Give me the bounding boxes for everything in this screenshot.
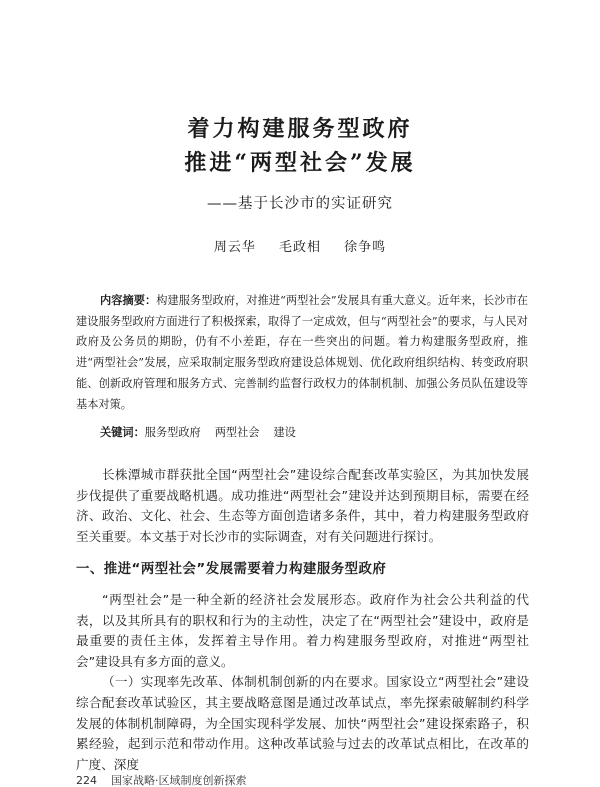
author-list bbox=[0, 236, 600, 255]
author-name: 徐争鸣 bbox=[344, 240, 387, 255]
abstract-label: 内容摘要： bbox=[100, 294, 157, 307]
article-title bbox=[0, 112, 600, 180]
title-line-1: 着力构建服务型政府 bbox=[187, 116, 413, 142]
page-number: 224 bbox=[76, 774, 97, 787]
abstract-text: 构建服务型政府，对推进“两型社会”发展具有重大意义。近年来，长沙市在建设服务型政府方面进行了积极探索，取得了一定成效，但与“两型社会”的要求，与人民对政府及公务员的期盼，仍有不小差距，存在一些突出的问题。着力构建服务型政府，推进“两型社会”发展，应采取制定服务型政府建设总体规划、优化政府组织结构、转变政府职能、创新政府管理和服务方式、完善制约监督行政权力的体制机制、加强公务员队伍建设等基本对策。 bbox=[76, 294, 528, 411]
keyword: 建设 bbox=[273, 426, 296, 439]
body-paragraph: （一）实现率先改革、体制机制创新的内在要求。国家设立“两型社会”建设综合配套改革试验区，其主要战略意图是通过改革试点，率先探索破解制约科学发展的体制机制障碍，为全国实现科学发展、加快“两型社会”建设探索路子，积累经验，起到示范和带动作用。这种改革试验与过去的改革试点相比，在改革的广度、深度 bbox=[76, 674, 529, 772]
journal-name: 国家战略·区域制度创新探索 bbox=[111, 774, 247, 787]
intro-paragraph: 长株潭城市群获批全国“两型社会”建设综合配套改革实验区，为其加快发展步伐提供了重要战略机遇。成功推进“两型社会”建设并达到预期目标，需要在经济、政治、文化、社会、生态等方面创造诸多条件，其中，着力构建服务型政府至关重要。本文基于对长沙市的实际调查，对有关问题进行探讨。 bbox=[76, 467, 529, 544]
body-paragraph: “两型社会”是一种全新的经济社会发展形态。政府作为社会公共利益的代表，以及其所具有的职权和行为的主动性，决定了在“两型社会”建设中，政府是最重要的责任主体，发挥着主导作用。着力构建服务型政府，对推进“两型社会”建设具有多方面的意义。 bbox=[76, 591, 529, 669]
body-text bbox=[76, 465, 529, 775]
keywords-label: 关键词： bbox=[100, 426, 145, 439]
article-subtitle: ——基于长沙市的实证研究 bbox=[207, 196, 393, 212]
title-line-2: 推进“两型社会”发展 bbox=[184, 150, 416, 176]
abstract bbox=[76, 291, 528, 415]
page-footer bbox=[76, 772, 247, 787]
author-name: 毛政相 bbox=[278, 240, 321, 255]
author-name: 周云华 bbox=[213, 240, 256, 255]
keywords bbox=[100, 424, 530, 442]
keyword: 两型社会 bbox=[214, 426, 260, 439]
keyword: 服务型政府 bbox=[144, 426, 201, 439]
section-heading: 一、推进“两型社会”发展需要着力构建服务型政府 bbox=[76, 562, 387, 578]
